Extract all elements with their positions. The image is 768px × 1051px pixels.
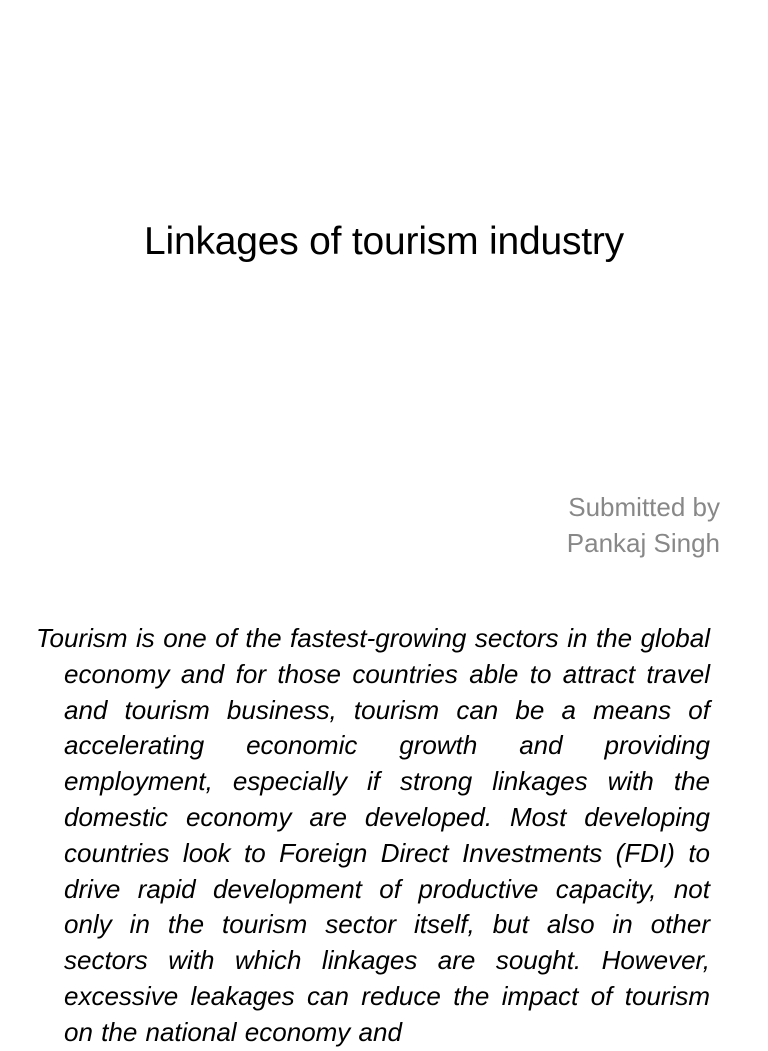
body-paragraph: Tourism is one of the fastest-growing sectors in the global economy and for those countries able to attract travel and tourism business, tourism can be a means of accelerating economic growth and providing employment, especially if strong linkages with the domestic economy are developed. Most developing countries look to Foreign Direct Investments (FDI) to drive rapid development of productive capacity, not only in the tourism sector itself, but also in other sectors with which linkages are sought. However, excessive leakages can reduce the impact of tourism on the national economy and <box>36 623 710 1047</box>
submitted-by-label: Submitted by <box>568 492 720 522</box>
submitted-by-block <box>567 489 720 561</box>
author-name: Pankaj Singh <box>566 528 720 558</box>
slide-title: Linkages of tourism industry <box>144 220 624 263</box>
